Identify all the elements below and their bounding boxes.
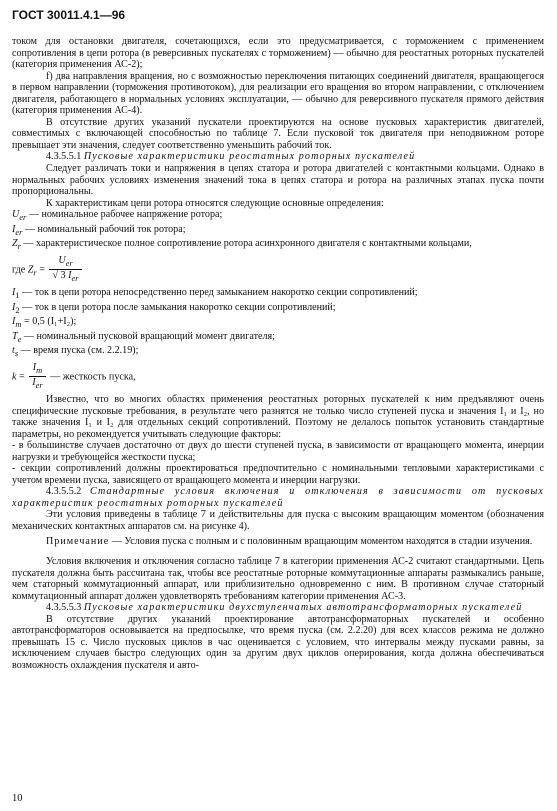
paragraph: Следует различать токи и напряжения в цепях статора и ротора двигателей с контактными кольцами. Однако в нормальных рабочих условиях изменения значений тока в цепях статора и ротора на различных этапах пуска почти пропорциональны. xyxy=(12,163,544,198)
definition-i1: $I_1$ — ток в цепи ротора непосредственно перед замыканием накоротко секции сопротивлений; xyxy=(12,287,418,301)
definition-irated: $I_{er}$ — номинальный рабочий ток ротора; xyxy=(12,223,186,237)
section-number: 4.3.5.5.1 xyxy=(46,151,82,163)
section-number: 4.3.5.5.3 xyxy=(46,602,82,614)
document-body xyxy=(12,36,544,672)
paragraph: К характеристикам цепи ротора относятся следующие основные определения: xyxy=(46,197,384,209)
note xyxy=(12,536,544,548)
section-title: Пусковые характеристики реостатных роторных пускателей xyxy=(83,151,416,163)
note-text: — Условия пуска с полным и с половинным вращающим моментом находятся в стадии изучения. xyxy=(109,535,533,547)
formula-impedance: где $Z_r$ = $\frac{U_{er}}{√ 3 I_{er}}$ xyxy=(12,255,544,285)
definition-te: $T_e$ — номинальный пусковой вращающий момент двигателя; xyxy=(12,330,275,344)
note-label: Примечание xyxy=(46,535,110,547)
document-header: ГОСТ 30011.4.1—96 xyxy=(12,8,126,22)
fraction: $\frac{U_{er}}{√ 3 I_{er}}$ xyxy=(49,255,81,285)
paragraph: В отсутствие других указаний пускатели проектируются на основе пусковых характеристик двигателей, совместимых с включающей способностью по таблице 7. Если пусковой ток двигателя при неподвижном роторе превышает эти значения, следует соответственно уменьшить рабочий ток. xyxy=(12,116,544,151)
definition-ts: $t_s$ — время пуска (см. 2.2.19); xyxy=(12,345,139,359)
definition-impedance: $Z_r$ — характеристическое полное сопротивление ротора асинхронного двигателя с контактными кольцами, xyxy=(12,238,472,252)
paragraph: Известно, что во многих областях применения реостатных роторных пускателей к ним предъявляют очень специфические пусковые требования, в результате чего разнятся не только число ступеней пуска и значения I₁ и I₂, но также значения I₁ и I₂ для отдельных секций сопротивлений. Поэтому не делалось попыток установить стандартные параметры, но рекомендуется учитывать следующие факторы: xyxy=(12,393,544,440)
section-heading xyxy=(12,602,544,614)
section-heading xyxy=(12,151,544,163)
paragraph: f) два направления вращения, но с возможностью переключения питающих соединений двигателя, вращающегося в первом направлении (торможения противотоком), для реализации его вращения во втором направлении, с отключением двигателя, работающего в нормальных условиях эксплуатации, — обычно для реверсивного пускателя прямого действия (категория применения АС-4). xyxy=(12,70,544,117)
fraction: $\frac{I_m}{I_{er}}$ xyxy=(29,362,45,392)
definition-i2: $I_2$ — ток в цепи ротора после замыкания накоротко секции сопротивлений; xyxy=(12,301,336,315)
paragraph: В отсутствие других указаний проектирование автотрансформаторных пускателей и особенно автотрансформаторов основывается на предпосылке, что время пуска (см. 2.2.20) для всех классов режима не должно превышать 15 с. Число пусковых циклов в час оценивается с условием, что интервалы между пусками равны, за исключением случаев быстро следующих один за другим двух циклов оперирования, когда должна обеспечиваться возможность охлаждения пускателя и авто- xyxy=(12,613,544,671)
paragraph: Условия включения и отключения согласно таблице 7 в категории применения АС-2 считают стандартными. Цепь пускателя должна быть рассчитана так, чтобы все реостатные роторные коммутационные аппараты размыкались раньше, чем статорный коммутационный аппарат, или приблизительно одновременно с ним. В противном случае статорный коммутационный аппарат должен удовлетворять требованиям категории применения АС-3. xyxy=(12,556,544,602)
paragraph: Эти условия приведены в таблице 7 и действительны для пуска с высоким вращающим моментом (обозначения механических контактных аппаратов см. на рисунке 4). xyxy=(12,509,544,532)
list-item: - секции сопротивлений должны проектироваться предпочтительно с номинальными тепловыми характеристиками с учетом времени пуска, зависящего от вращающего момента и инерции нагрузки. xyxy=(12,463,544,486)
section-title: Пусковые характеристики двухступенчатых автотрансформаторных пускателей xyxy=(83,602,523,614)
paragraph: током для остановки двигателя, сочетающихся, если это предусматривается, с торможением с применением сопротивления в цепи ротора (в реверсивных пускателях с торможением) — обычно для реостатных роторных пускателей (категория применения АС-2); xyxy=(12,36,544,71)
section-number: 4.3.5.5.2 xyxy=(46,486,82,498)
definition-urated: $U_{er}$ — номинальное рабочее напряжение ротора; xyxy=(12,209,223,223)
formula-stiffness: k = $\frac{I_m}{I_{er}}$ — жесткость пуска, xyxy=(12,361,136,391)
section-title: Стандартные условия включения и отключения в зависимости от пусковых характеристик реостатных роторных пускателей xyxy=(12,486,544,509)
list-item: - в большинстве случаев достаточно от двух до шести ступеней пуска, в зависимости от вращающего момента, инерции нагрузки и требующейся жесткости пуска; xyxy=(12,440,544,463)
definition-im: $I_m = 0,5$ (I₁+I₂); xyxy=(12,316,77,330)
page-number: 10 xyxy=(12,793,23,804)
section-heading xyxy=(12,486,544,509)
